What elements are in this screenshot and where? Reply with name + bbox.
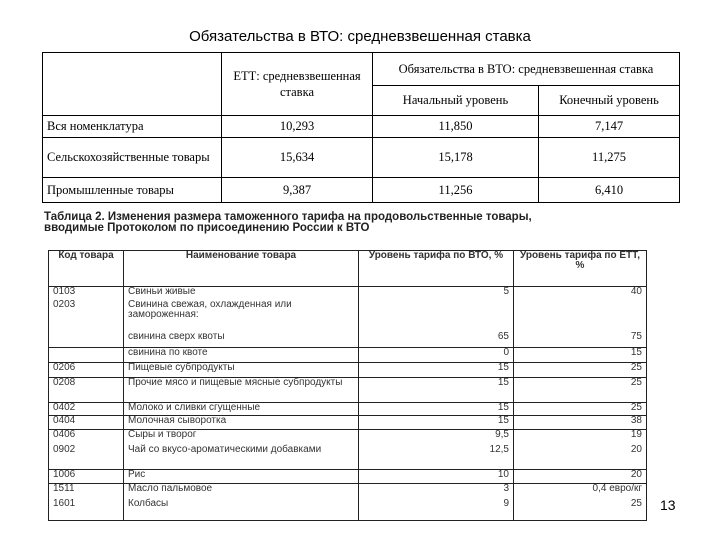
table-row: [49, 470, 647, 484]
table-row: [49, 484, 647, 499]
row-wto: 3: [359, 484, 514, 499]
row-ett: 15: [514, 348, 647, 363]
row-code: 0203: [49, 300, 124, 332]
row-code: 0103: [49, 287, 124, 300]
row-end: 6,410: [539, 178, 680, 203]
row-start: 11,256: [373, 178, 539, 203]
row-ett: 38: [514, 416, 647, 430]
header-ett: ЕТТ: средневзвешенная ставка: [222, 53, 373, 116]
row-name: свинина по квоте: [124, 348, 359, 363]
header-code: Код товара: [49, 251, 124, 287]
row-code: 0208: [49, 378, 124, 403]
table-row: [49, 300, 647, 332]
empty-header-cell: [43, 53, 222, 116]
header-ett: Уровень тарифа по ЕТТ, %: [514, 251, 647, 287]
table-row: [49, 287, 647, 300]
row-ett: 25: [514, 378, 647, 403]
row-ett: 20: [514, 470, 647, 484]
row-code: 0206: [49, 363, 124, 378]
table-row: [49, 416, 647, 430]
row-code: 1006: [49, 470, 124, 484]
row-code: 0406: [49, 430, 124, 445]
table-row: [43, 138, 680, 178]
row-name: Пищевые субпродукты: [124, 363, 359, 378]
row-name: Масло пальмовое: [124, 484, 359, 499]
row-ett: 20: [514, 445, 647, 470]
row-wto: 5: [359, 287, 514, 300]
table-caption: Таблица 2. Изменения размера таможенного тарифа на продовольственные товары, вводимые Протоколом по присоединению России к ВТО: [44, 211, 532, 234]
row-name: Рис: [124, 470, 359, 484]
row-ett: 9,387: [222, 178, 373, 203]
row-start: 15,178: [373, 138, 539, 178]
row-name: Колбасы: [124, 499, 359, 521]
slide-title: Обязательства в ВТО: средневзвешенная ставка: [189, 28, 531, 45]
row-wto: 9: [359, 499, 514, 521]
table-row: [49, 403, 647, 416]
row-ett: 25: [514, 499, 647, 521]
header-name: Наименование товара: [124, 251, 359, 287]
row-code: 1601: [49, 499, 124, 521]
table-row: [43, 178, 680, 203]
row-ett: 19: [514, 430, 647, 445]
row-name: Вся номенклатура: [43, 116, 222, 138]
row-wto: 12,5: [359, 445, 514, 470]
row-ett: 15,634: [222, 138, 373, 178]
row-name: Чай со вкусо-ароматическими добавками: [124, 445, 359, 470]
row-name: Сыры и творог: [124, 430, 359, 445]
row-ett: 0,4 евро/кг: [514, 484, 647, 499]
row-name: Сельскохозяйственные товары: [43, 138, 222, 178]
row-name: Свиньи живые: [124, 287, 359, 300]
header-start: Начальный уровень: [373, 86, 539, 116]
row-name: Промышленные товары: [43, 178, 222, 203]
row-code: [49, 348, 124, 363]
row-wto: 15: [359, 363, 514, 378]
row-ett: 10,293: [222, 116, 373, 138]
row-code: [49, 332, 124, 348]
row-ett: 75: [514, 332, 647, 348]
row-name: свинина сверх квоты: [124, 332, 359, 348]
row-ett: 25: [514, 363, 647, 378]
row-code: 0402: [49, 403, 124, 416]
row-wto: [359, 300, 514, 332]
header-wto: Уровень тарифа по ВТО, %: [359, 251, 514, 287]
tariff-table: [48, 250, 647, 521]
row-wto: 15: [359, 416, 514, 430]
row-wto: 15: [359, 378, 514, 403]
table-row: [49, 378, 647, 403]
table-row: [49, 332, 647, 348]
row-wto: 65: [359, 332, 514, 348]
page-number: 13: [660, 497, 676, 513]
row-name: Свинина свежая, охлажденная или замороженная:: [124, 300, 359, 332]
row-wto: 15: [359, 403, 514, 416]
row-end: 11,275: [539, 138, 680, 178]
row-start: 11,850: [373, 116, 539, 138]
row-end: 7,147: [539, 116, 680, 138]
table-row: [49, 499, 647, 521]
wto-rates-table: [42, 52, 680, 203]
row-code: 0404: [49, 416, 124, 430]
row-wto: 10: [359, 470, 514, 484]
row-name: Молочная сыворотка: [124, 416, 359, 430]
row-name: Молоко и сливки сгущенные: [124, 403, 359, 416]
table-row: [49, 363, 647, 378]
header-end: Конечный уровень: [539, 86, 680, 116]
row-wto: 0: [359, 348, 514, 363]
row-ett: 25: [514, 403, 647, 416]
scanned-tariff-table-image: [40, 212, 660, 524]
table-row: [49, 348, 647, 363]
row-ett: [514, 300, 647, 332]
row-wto: 9,5: [359, 430, 514, 445]
table-row: [43, 116, 680, 138]
row-name: Прочие мясо и пищевые мясные субпродукты: [124, 378, 359, 403]
row-ett: 40: [514, 287, 647, 300]
table-row: [49, 445, 647, 470]
header-wto: Обязательства в ВТО: средневзвешенная ставка: [373, 53, 680, 86]
table-row: [49, 430, 647, 445]
row-code: 1511: [49, 484, 124, 499]
row-code: 0902: [49, 445, 124, 470]
